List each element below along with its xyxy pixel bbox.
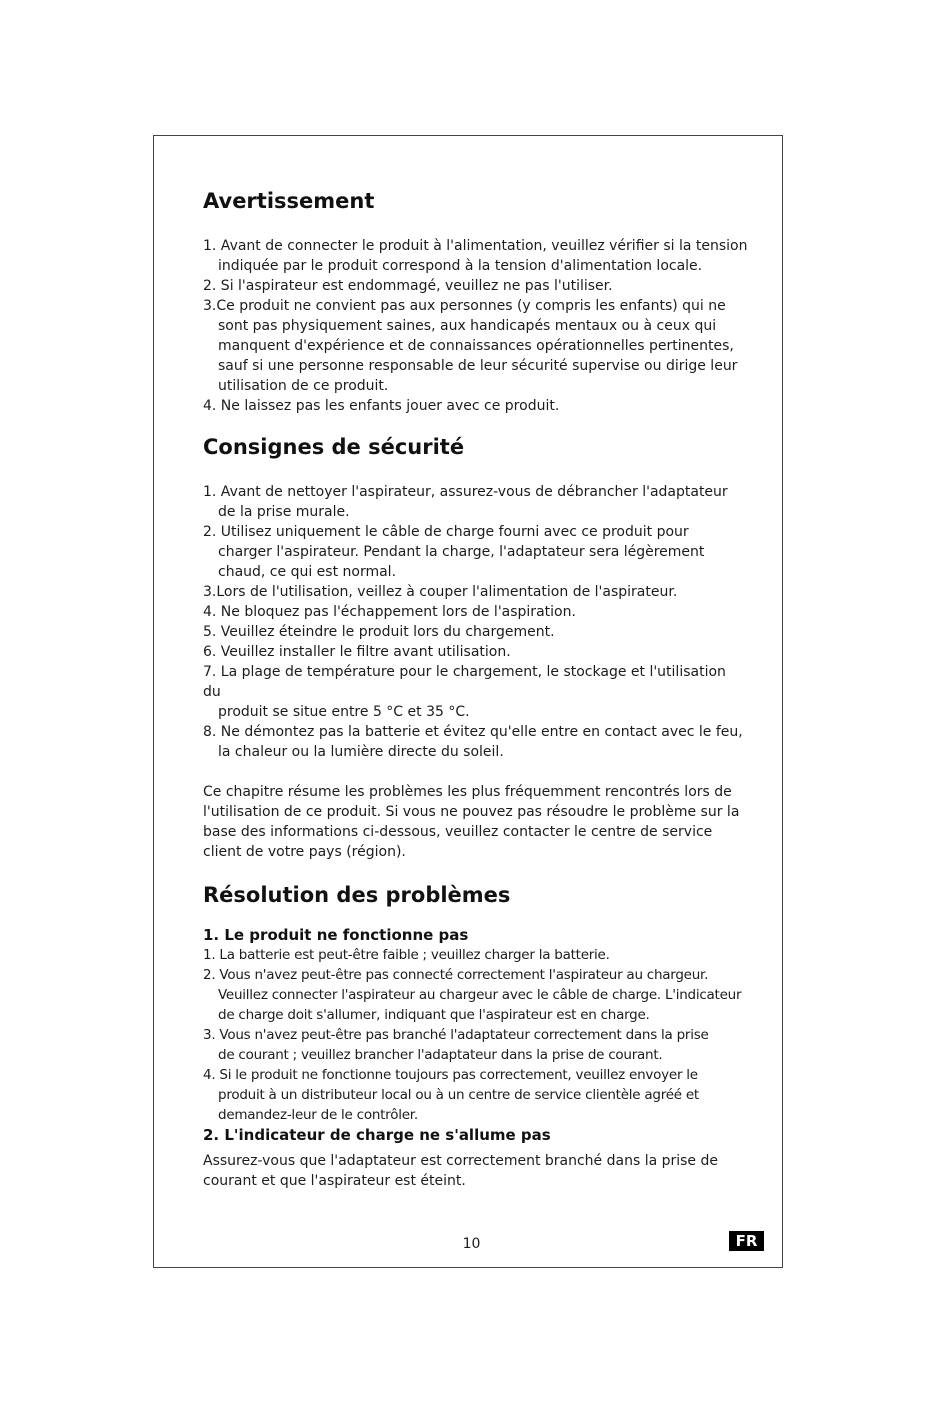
item-continuation: Veuillez connecter l'aspirateur au chargeur avec le câble de charge. L'indicateur de charge doit s'allumer, indiquant que l'aspirateur est en charge. — [218, 987, 742, 1023]
item-text: 7. La plage de température pour le chargement, le stockage et l'utilisation du — [203, 664, 726, 700]
list-item — [203, 602, 748, 622]
list-item — [203, 296, 748, 396]
item-continuation: produit se situe entre 5 °C et 35 °C. — [218, 704, 470, 720]
chapter-intro: Ce chapitre résume les problèmes les plus fréquemment rencontrés lors de l'utilisation de ce produit. Si vous ne pouvez pas résoudre le problème sur la base des informations ci-dessous, veuillez contacter le centre de service client de votre pays (région). — [203, 784, 740, 860]
list-item — [203, 236, 748, 276]
safety-list — [203, 482, 748, 762]
warning-list — [203, 236, 748, 416]
page-number: 10 — [462, 1236, 481, 1252]
item-text: 4. Ne bloquez pas l'échappement lors de l'aspiration. — [203, 604, 576, 620]
list-item — [203, 965, 748, 1025]
list-item — [203, 662, 748, 722]
troubleshooting-list — [203, 945, 748, 1125]
list-item — [203, 522, 748, 582]
item-continuation: de la prise murale. — [218, 504, 350, 520]
document-content — [203, 186, 748, 1191]
item-text: 1. La batterie est peut-être faible ; veuillez charger la batterie. — [203, 947, 610, 963]
item-continuation: charger l'aspirateur. Pendant la charge, l'adaptateur sera légèrement chaud, ce qui est normal. — [218, 544, 705, 580]
item-continuation: de courant ; veuillez brancher l'adaptateur dans la prise de courant. — [218, 1047, 663, 1063]
list-item — [203, 582, 748, 602]
list-item — [203, 1065, 748, 1125]
list-item — [203, 276, 748, 296]
section-heading-indicator: 2. L'indicateur de charge ne s'allume pas — [203, 1126, 551, 1144]
item-continuation: sont pas physiquement saines, aux handicapés mentaux ou à ceux qui manquent d'expérience et de connaissances opérationnelles pertinentes, sauf si une personne responsable de leur sécurité supervise ou dirige leur utilisation de ce produit. — [218, 318, 738, 394]
item-text: 6. Veuillez installer le filtre avant utilisation. — [203, 644, 511, 660]
item-text: 3.Ce produit ne convient pas aux personnes (y compris les enfants) qui ne — [203, 298, 726, 314]
item-text: 4. Ne laissez pas les enfants jouer avec ce produit. — [203, 398, 560, 414]
list-item — [203, 396, 748, 416]
troubleshooting-title: Résolution des problèmes — [203, 883, 511, 907]
item-text: 1. Avant de nettoyer l'aspirateur, assurez-vous de débrancher l'adaptateur — [203, 484, 728, 500]
item-continuation: indiquée par le produit correspond à la tension d'alimentation locale. — [218, 258, 703, 274]
safety-title: Consignes de sécurité — [203, 435, 465, 459]
section-text-indicator: Assurez-vous que l'adaptateur est correctement branché dans la prise de courant et que l'aspirateur est éteint. — [203, 1153, 718, 1189]
item-text: 4. Si le produit ne fonctionne toujours pas correctement, veuillez envoyer le — [203, 1067, 698, 1083]
warning-title: Avertissement — [203, 189, 375, 213]
list-item — [203, 945, 748, 965]
item-text: 2. Si l'aspirateur est endommagé, veuillez ne pas l'utiliser. — [203, 278, 613, 294]
item-text: 2. Vous n'avez peut-être pas connecté correctement l'aspirateur au chargeur. — [203, 967, 709, 983]
item-text: 3. Vous n'avez peut-être pas branché l'adaptateur correctement dans la prise — [203, 1027, 709, 1043]
list-item — [203, 622, 748, 642]
list-item — [203, 1025, 748, 1065]
item-continuation: la chaleur ou la lumière directe du soleil. — [218, 744, 504, 760]
language-badge: FR — [729, 1231, 764, 1251]
item-continuation: produit à un distributeur local ou à un centre de service clientèle agréé et demandez-leur de le contrôler. — [218, 1087, 699, 1123]
item-text: 3.Lors de l'utilisation, veillez à couper l'alimentation de l'aspirateur. — [203, 584, 678, 600]
item-text: 1. Avant de connecter le produit à l'alimentation, veuillez vérifier si la tension — [203, 238, 748, 254]
item-text: 8. Ne démontez pas la batterie et évitez qu'elle entre en contact avec le feu, — [203, 724, 743, 740]
item-text: 5. Veuillez éteindre le produit lors du chargement. — [203, 624, 555, 640]
item-text: 2. Utilisez uniquement le câble de charge fourni avec ce produit pour — [203, 524, 689, 540]
section-heading-no-power: 1. Le produit ne fonctionne pas — [203, 926, 469, 944]
list-item — [203, 642, 748, 662]
list-item — [203, 482, 748, 522]
list-item — [203, 722, 748, 762]
